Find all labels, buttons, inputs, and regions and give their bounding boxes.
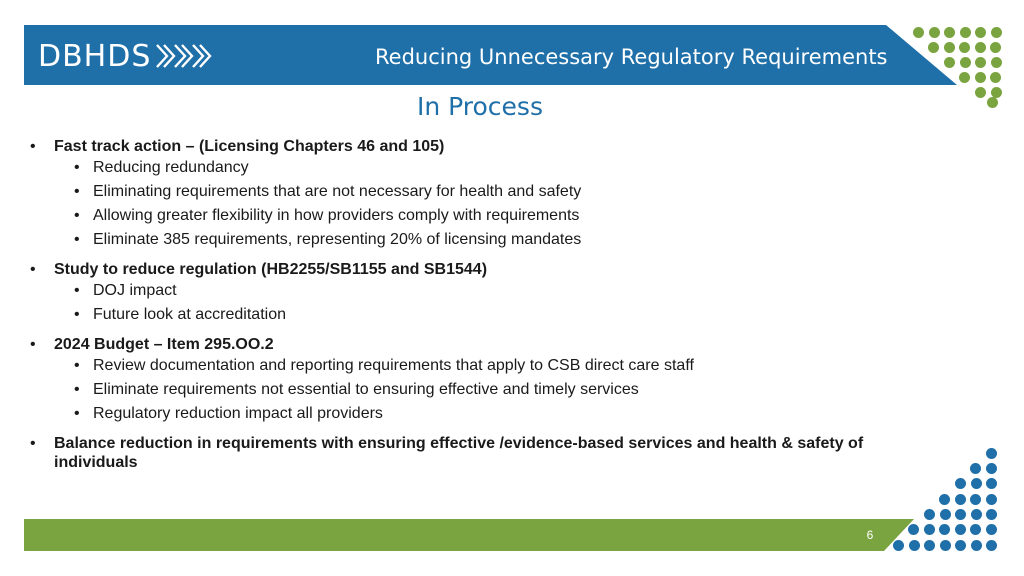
decorative-dot bbox=[986, 524, 997, 535]
decorative-dot bbox=[991, 57, 1002, 68]
decorative-dot bbox=[986, 478, 997, 489]
bullet-level2: • Regulatory reduction impact all providers bbox=[30, 402, 930, 426]
decorative-dot bbox=[986, 448, 997, 459]
dbhds-logo bbox=[38, 36, 213, 76]
decorative-dot bbox=[944, 57, 955, 68]
decorative-dot bbox=[893, 540, 904, 551]
decorative-dot bbox=[955, 478, 966, 489]
decorative-dot bbox=[924, 540, 935, 551]
decorative-dot bbox=[970, 463, 981, 474]
decorative-dot bbox=[986, 509, 997, 520]
decorative-dot bbox=[959, 42, 970, 53]
decorative-dot bbox=[924, 524, 935, 535]
decorative-dot bbox=[909, 540, 920, 551]
decorative-dot bbox=[929, 27, 940, 38]
footer-band-shape bbox=[24, 519, 914, 551]
decorative-dot bbox=[908, 524, 919, 535]
decorative-dot bbox=[975, 42, 986, 53]
decorative-dot bbox=[987, 97, 998, 108]
decorative-dot bbox=[971, 478, 982, 489]
decorative-dot bbox=[955, 494, 966, 505]
decorative-dot bbox=[975, 87, 986, 98]
decorative-dot bbox=[975, 27, 986, 38]
bullet-level2: • Reducing redundancy bbox=[30, 156, 930, 180]
decorative-dot bbox=[939, 524, 950, 535]
decorative-dot bbox=[986, 494, 997, 505]
bullet-level2: • Review documentation and reporting requirements that apply to CSB direct care staff bbox=[30, 354, 930, 378]
header-title: Reducing Unnecessary Regulatory Requirements bbox=[375, 45, 888, 69]
page-number: 6 bbox=[866, 528, 874, 542]
bullet-list bbox=[30, 137, 930, 472]
decorative-dot bbox=[960, 57, 971, 68]
decorative-dot bbox=[986, 463, 997, 474]
decorative-dot bbox=[955, 540, 966, 551]
decorative-dot bbox=[975, 57, 986, 68]
bullet-level2: • Allowing greater flexibility in how providers comply with requirements bbox=[30, 204, 930, 228]
decorative-dot bbox=[990, 72, 1001, 83]
bullet-level1: • Study to reduce regulation (HB2255/SB1155 and SB1544) bbox=[30, 260, 930, 279]
decorative-dot bbox=[955, 509, 966, 520]
decorative-dot bbox=[970, 494, 981, 505]
decorative-dot bbox=[971, 540, 982, 551]
section-title: In Process bbox=[416, 92, 543, 121]
decorative-dot bbox=[939, 494, 950, 505]
decorative-dot bbox=[970, 524, 981, 535]
chevrons-icon bbox=[155, 42, 213, 70]
bullet-level2: • Eliminate requirements not essential to ensuring effective and timely services bbox=[30, 378, 930, 402]
decorative-dot bbox=[959, 72, 970, 83]
bullet-level2: • Eliminating requirements that are not necessary for health and safety bbox=[30, 180, 930, 204]
decorative-dot bbox=[924, 509, 935, 520]
bullet-level2: • DOJ impact bbox=[30, 279, 930, 303]
bullet-level1: • Balance reduction in requirements with ensuring effective /evidence-based services and health & safety of individuals bbox=[30, 434, 930, 472]
bullet-level2: • Eliminate 385 requirements, representing 20% of licensing mandates bbox=[30, 228, 930, 252]
decorative-dot bbox=[971, 509, 982, 520]
footer-band bbox=[24, 519, 914, 556]
decorative-dot bbox=[991, 27, 1002, 38]
decorative-dot bbox=[990, 42, 1001, 53]
decorative-dot bbox=[975, 72, 986, 83]
decorative-dot bbox=[960, 27, 971, 38]
decorative-dot bbox=[955, 524, 966, 535]
decorative-dot bbox=[940, 540, 951, 551]
bullet-level1: • Fast track action – (Licensing Chapters 46 and 105) bbox=[30, 137, 930, 156]
logo-text: DBHDS bbox=[38, 38, 152, 74]
bullet-level1: • 2024 Budget – Item 295.OO.2 bbox=[30, 335, 930, 354]
bullet-level2: • Future look at accreditation bbox=[30, 303, 930, 327]
decorative-dot bbox=[944, 42, 955, 53]
decorative-dot bbox=[913, 27, 924, 38]
decorative-dot bbox=[986, 540, 997, 551]
decorative-dot bbox=[940, 509, 951, 520]
decorative-dot bbox=[944, 27, 955, 38]
decorative-dot bbox=[928, 42, 939, 53]
